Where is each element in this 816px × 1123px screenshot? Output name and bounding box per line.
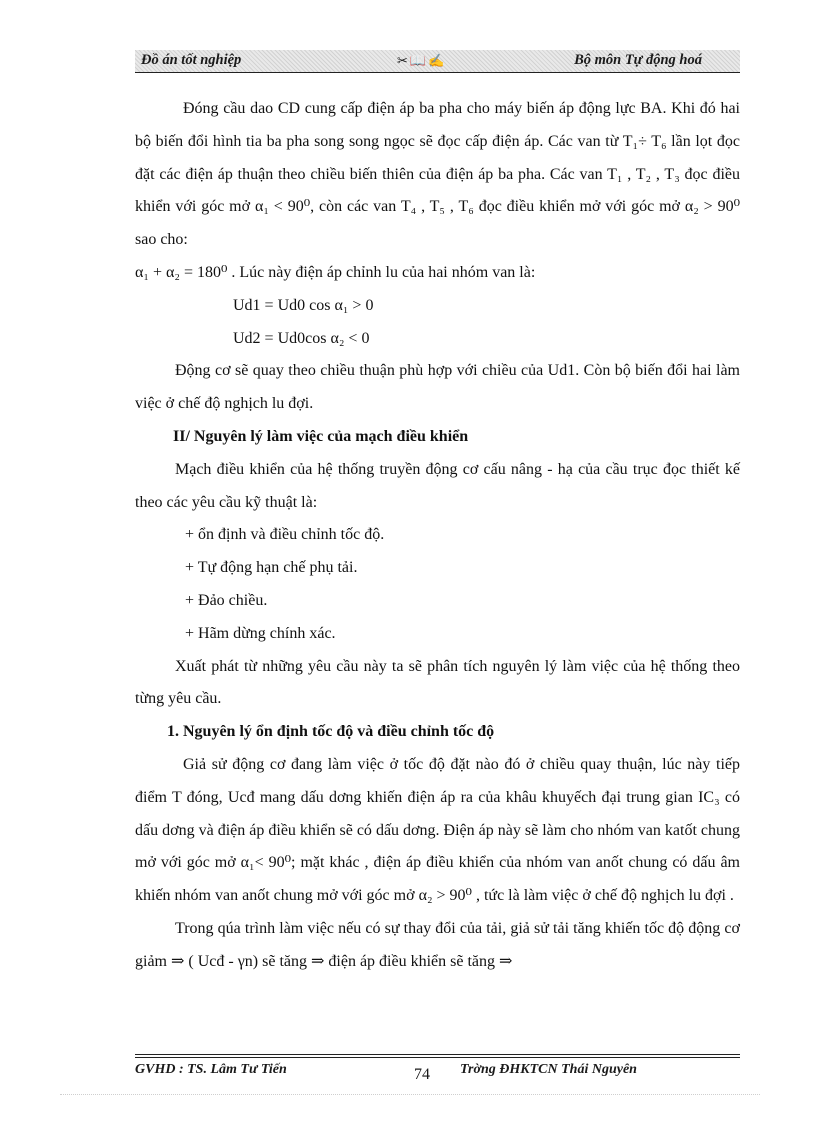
- header-thesis-label: Đồ án tốt nghiệp: [141, 52, 242, 68]
- page-header: [135, 50, 740, 73]
- paragraph-supply: Đóng cầu dao CD cung cấp điện áp ba pha cho máy biến áp động lực BA. Khi đó hai bộ biến đổi hình tia ba pha song song ngọc sẽ đọc cấp điện áp. Các van từ T₁÷ T₆ lần lọt đọc đặt các điện áp thuận theo chiều biến thiên của điện áp ba pha. Các van T₁ , T₂ , T₃ đọc điều khiển với góc mở α₁ < 90⁰, còn các van T₄ , T₅ , T₆ đọc điều khiển mở với góc mở α₂ > 90⁰ sao cho:: [135, 100, 740, 249]
- equation-ud1: Ud1 = Ud0 cos α₁ > 0: [233, 296, 374, 314]
- header-department-label: Bộ môn Tự động hoá: [574, 52, 702, 68]
- equation-ud2: Ud2 = Ud0cos α₂ < 0: [233, 329, 370, 347]
- paragraph-analysis-intro: Xuất phát từ những yêu cầu này ta sẽ phân tích nguyên lý làm việc của hệ thống theo từng yêu cầu.: [135, 657, 740, 708]
- paragraph-load-change: Trong qúa trình làm việc nếu có sự thay đổi của tải, giả sử tải tăng khiến tốc độ động cơ giảm ⇒ ( Ucđ - γn) sẽ tăng ⇒ điện áp điều khiển sẽ tăng ⇒: [135, 919, 740, 970]
- header-ornament-icons: ✂📖✍: [397, 53, 447, 68]
- paragraph-angle-sum: α₁ + α₂ = 180⁰ . Lúc này điện áp chỉnh lu của hai nhóm van là:: [135, 263, 536, 281]
- footer-rule-bottom: [135, 1057, 740, 1058]
- page-body: [135, 93, 740, 979]
- paragraph-speed-operation: Giả sử động cơ đang làm việc ở tốc độ đặt nào đó ở chiều quay thuận, lúc này tiếp điểm T đóng, Ucđ mang dấu dơng khiến điện áp ra của khâu khuyếch đại trung gian IC₃ có dấu dơng và điện áp điều khiển sẽ có dấu dơng. Điện áp này sẽ làm cho nhóm van katốt chung mở với góc mở α₁< 90⁰; mặt khác , điện áp điều khiển của nhóm van anốt chung có dấu âm khiến nhóm van anốt chung mở với góc mở α₂ > 90⁰ , tức là làm việc ở chế độ nghịch lu đợi .: [135, 755, 740, 905]
- page-number: 74: [414, 1066, 430, 1083]
- footer-rule-top: [135, 1054, 740, 1055]
- section-heading-control-principle: II/ Nguyên lý làm việc của mạch điều khiển: [173, 427, 469, 445]
- footer-university: Trờng ĐHKTCN Thái Nguyên: [460, 1062, 637, 1077]
- list-item: + Tự động hạn chế phụ tải.: [185, 559, 358, 577]
- list-item: + Hãm dừng chính xác.: [185, 624, 336, 642]
- paragraph-motor-direction: Động cơ sẽ quay theo chiều thuận phù hợp với chiều của Ud1. Còn bộ biến đổi hai làm việc ở chế độ nghịch lu đợi.: [135, 362, 740, 413]
- paragraph-requirements: Mạch điều khiển của hệ thống truyền động cơ cấu nâng - hạ của cầu trục đọc thiết kế theo các yêu cầu kỹ thuật là:: [135, 460, 740, 511]
- subsection-heading-speed: 1. Nguyên lý ổn định tốc độ và điều chỉnh tốc độ: [167, 723, 495, 741]
- footer-advisor: GVHD : TS. Lâm Tư Tiến: [135, 1062, 287, 1077]
- page-edge-divider: [60, 1094, 760, 1095]
- list-item: + ổn định và điều chỉnh tốc độ.: [185, 526, 385, 544]
- list-item: + Đảo chiều.: [185, 591, 268, 609]
